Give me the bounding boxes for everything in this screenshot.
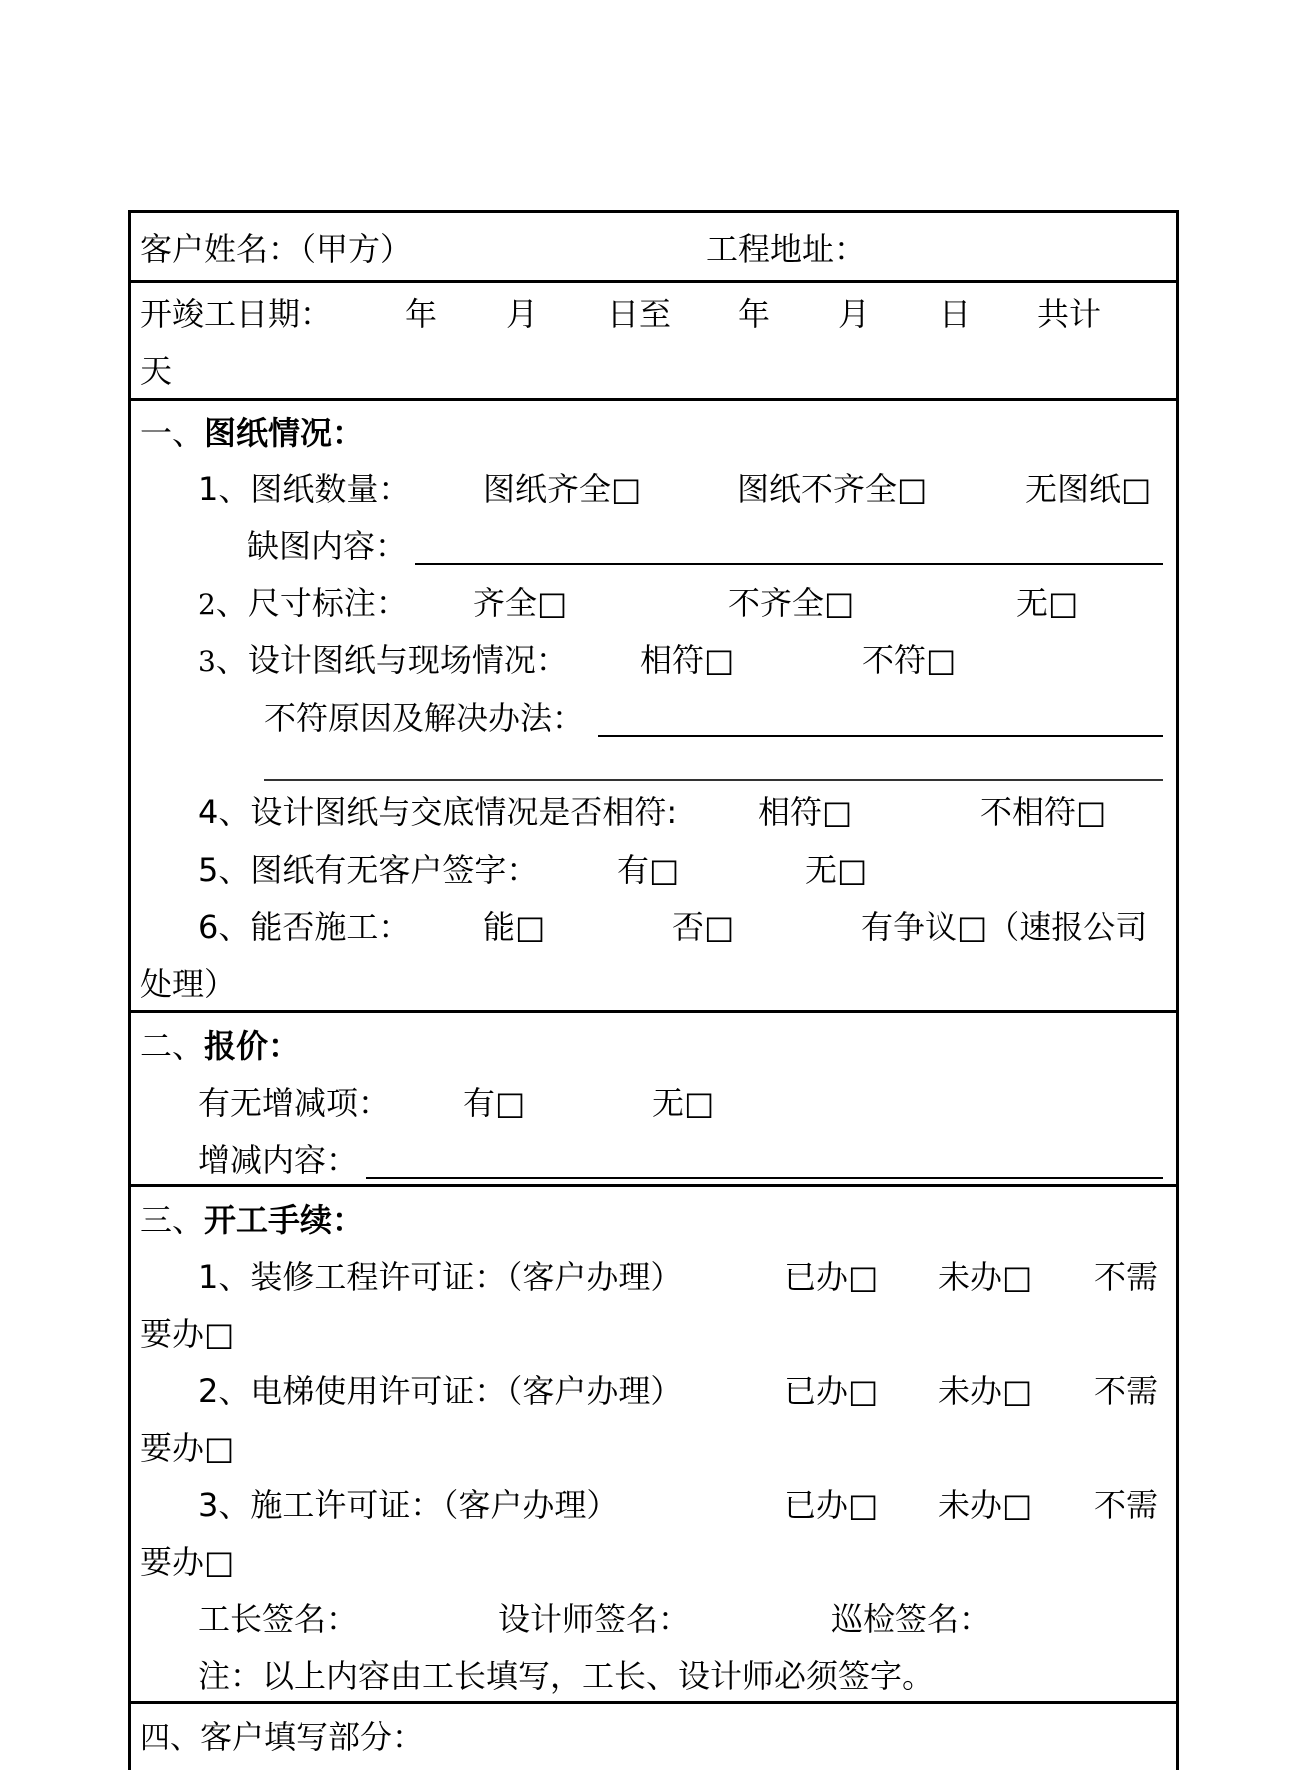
q5-opt-no[interactable]: 无□ (805, 851, 868, 889)
q2-text: 、尺寸标注： (215, 584, 408, 622)
s2-q1-opt-yes[interactable]: 有□ (463, 1084, 526, 1122)
dates-month1: 月 (506, 295, 539, 333)
q4-opt-mismatch[interactable]: 不相符□ (980, 793, 1107, 831)
q1-opt-complete[interactable]: 图纸齐全□ (483, 470, 642, 508)
q3-text: 、设计图纸与现场情况： (215, 641, 568, 679)
dates-day2: 日 (939, 295, 972, 333)
q6-opt-no[interactable]: 否□ (672, 908, 735, 946)
q6-opt-yes[interactable]: 能□ (483, 908, 546, 946)
foreman-signature-label: 工长签名： (198, 1600, 359, 1638)
s3-item2-label: 2、电梯使用许可证：（客户办理） (198, 1372, 683, 1410)
reason-line-2[interactable] (264, 779, 1163, 781)
row-divider (128, 280, 1179, 283)
dates-day-to: 日至 (607, 295, 672, 333)
s3-item1-not-done[interactable]: 未办□ (938, 1258, 1033, 1296)
q5-label: 5、图纸有无客户签字： (198, 851, 539, 889)
q1-opt-incomplete[interactable]: 图纸不齐全□ (737, 470, 928, 508)
section4-heading (140, 1717, 424, 1759)
s3-item1-not-needed-cont: 要办□ (140, 1315, 235, 1353)
s3-item2-done[interactable]: 已办□ (784, 1372, 879, 1410)
inspector-signature-label: 巡检签名： (831, 1600, 992, 1638)
s3-item2-not-needed[interactable]: 不需 (1094, 1372, 1159, 1410)
s3-item2-not-needed-cont: 要办□ (140, 1429, 235, 1467)
s3-item3-not-needed-cont: 要办□ (140, 1543, 235, 1581)
q4-label: 4、设计图纸与交底情况是否相符: (198, 793, 678, 831)
q2-label (198, 583, 408, 625)
q2-opt-none[interactable]: 无□ (1016, 584, 1079, 622)
s2-q1-opt-no[interactable]: 无□ (652, 1084, 715, 1122)
s3-item3-not-done[interactable]: 未办□ (938, 1486, 1033, 1524)
section3-title: 开工手续： (204, 1201, 365, 1239)
q6-opt-disputed-cont: 处理） (140, 965, 237, 1003)
s3-item1-label: 1、装修工程许可证：（客户办理） (198, 1258, 683, 1296)
section3-prefix: 三、 (140, 1201, 205, 1239)
q3-number: 3 (198, 645, 216, 678)
q6-opt-disputed[interactable]: 有争议□（速报公司 (861, 908, 1148, 946)
row-divider (128, 1184, 1179, 1187)
q1-missing-label: 缺图内容： (247, 527, 408, 565)
row-divider (128, 1701, 1179, 1704)
change-content-line[interactable] (366, 1177, 1163, 1179)
section3-note: 注：以上内容由工长填写，工长、设计师必须签字。 (198, 1657, 935, 1695)
row-divider (128, 1010, 1179, 1013)
section2-prefix: 二、 (140, 1027, 205, 1065)
section1-prefix: 一、 (140, 414, 205, 452)
reason-line[interactable] (598, 735, 1163, 737)
row-divider (128, 398, 1179, 401)
s3-item3-done[interactable]: 已办□ (784, 1486, 879, 1524)
q1-opt-none[interactable]: 无图纸□ (1025, 470, 1152, 508)
q2-number: 2 (198, 588, 216, 621)
section1-heading (140, 413, 364, 453)
q3-label (198, 640, 568, 682)
section2-heading (140, 1026, 300, 1066)
section2-title: 报价： (204, 1027, 301, 1065)
s2-content-label: 增减内容： (198, 1141, 359, 1179)
section4-prefix: 四、 (140, 1721, 200, 1756)
s3-item3-label: 3、施工许可证：（客户办理） (198, 1486, 619, 1524)
q2-opt-complete[interactable]: 齐全□ (473, 584, 568, 622)
section1-title: 图纸情况： (204, 414, 365, 452)
s3-item2-not-done[interactable]: 未办□ (938, 1372, 1033, 1410)
s3-item1-done[interactable]: 已办□ (784, 1258, 879, 1296)
s2-q1-label: 有无增减项： (198, 1084, 391, 1122)
dates-year2: 年 (738, 295, 771, 333)
designer-signature-label: 设计师签名： (498, 1600, 691, 1638)
section4-title: 客户填写部分： (200, 1718, 425, 1756)
q3-opt-mismatch[interactable]: 不符□ (862, 641, 957, 679)
q6-label: 6、能否施工： (198, 908, 411, 946)
q1-label: 1、图纸数量： (198, 470, 411, 508)
s3-item3-not-needed[interactable]: 不需 (1094, 1486, 1159, 1524)
dates-total: 共计 (1037, 295, 1102, 333)
q5-opt-yes[interactable]: 有□ (617, 851, 680, 889)
q2-opt-incomplete[interactable]: 不齐全□ (728, 584, 855, 622)
q3-opt-match[interactable]: 相符□ (640, 641, 735, 679)
project-address-label: 工程地址： (706, 230, 867, 268)
dates-label: 开竣工日期： (140, 295, 333, 333)
dates-year1: 年 (405, 295, 438, 333)
customer-name-label: 客户姓名：（甲方） (140, 230, 413, 268)
dates-days: 天 (140, 352, 173, 390)
q3-reason-label: 不符原因及解决办法： (264, 699, 585, 737)
missing-content-line[interactable] (415, 563, 1163, 565)
s3-item1-not-needed[interactable]: 不需 (1094, 1258, 1159, 1296)
section3-heading (140, 1200, 364, 1240)
q4-opt-match[interactable]: 相符□ (758, 793, 853, 831)
dates-month2: 月 (838, 295, 871, 333)
